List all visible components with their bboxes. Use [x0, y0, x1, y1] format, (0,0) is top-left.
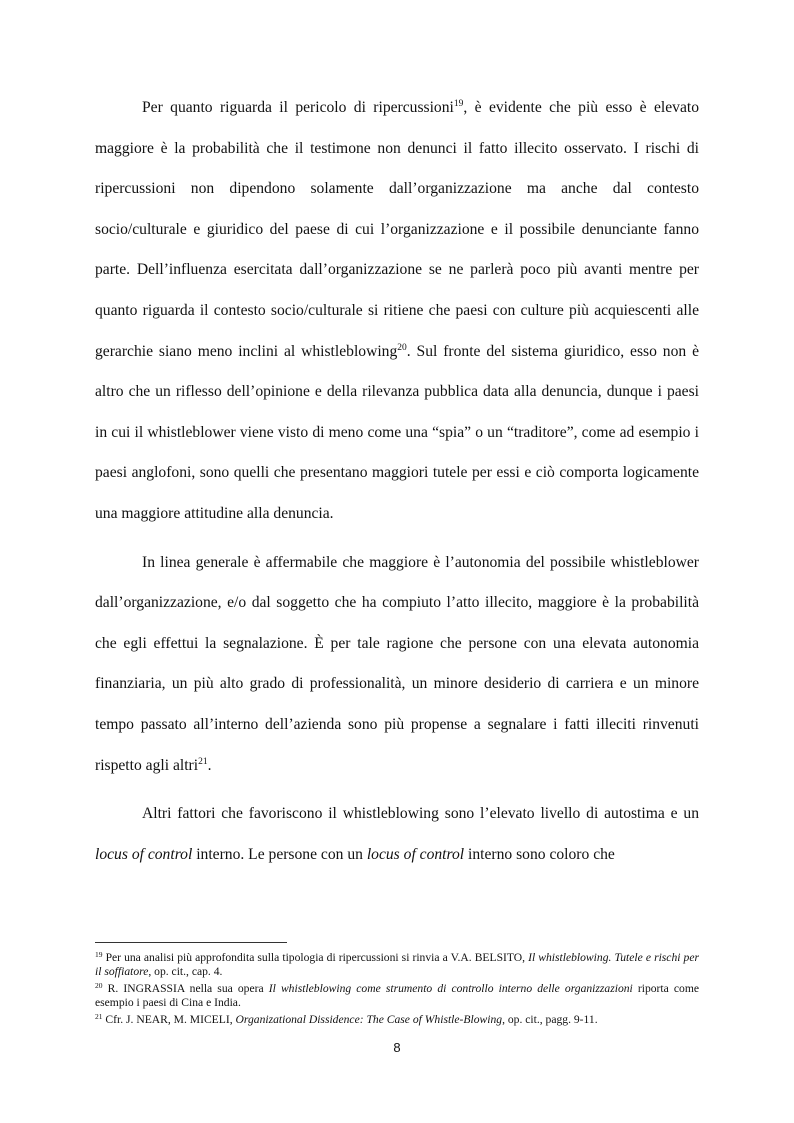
footnote-separator — [95, 942, 287, 943]
italic-term: locus of control — [366, 845, 465, 863]
paragraph-1: Per quanto riguarda il pericolo di ripercussioni$^{19}$, è evidente che più esso è elevato maggiore è la probabilità che il testimone non denunci il fatto illecito osservato. I rischi di ripercussioni non dipendono solamente dall’organizzazione ma anche dal contesto socio/culturale e giuridico del paese di cui l’organizzazione e il possibile denunciante fanno parte. Dell’influenza esercitata dall’organizzazione se ne parlerà poco più avanti mentre per quanto riguarda il contesto socio/culturale si ritiene che paesi con culture più acquiescenti alle gerarchie siano meno inclini al whistleblowing$^{20}$. Sul fronte del sistema giuridico, esso non è altro che un riflesso dell’opinione e della rilevanza pubblica data alla denuncia, dunque i paesi in cui il whistleblower viene visto di meno come una “spia” o un “traditore”, come ad esempio i paesi anglofoni, sono quelli che presentano maggiori tutele per essi e ciò comporta logicamente una maggiore attitudine alla denuncia. — [95, 99, 699, 522]
paragraph-2: In linea generale è affermabile che maggiore è l’autonomia del possibile whistleblower dall’organizzazione, e/o dal soggetto che ha compiuto l’atto illecito, maggiore è la probabilità che egli effettui la segnalazione. È per tale ragione che persone con una elevata autonomia finanziaria, un più alto grado di professionalità, un minore desiderio di carriera e un minore tempo passato all’interno dell’azienda sono più propense a segnalare i fatti illeciti rinvenuti rispetto agli altri$^{21}$. — [95, 553, 699, 774]
page-number: 8 — [393, 1040, 401, 1055]
footnote-20: $^{20}$ R. INGRASSIA nella sua opera Il whistleblowing come strumento di controllo interno delle organizzazioni riporta come esempio i paesi di Cina e India. — [95, 980, 700, 1010]
footnote-ref-19[interactable]: 19 — [453, 99, 464, 109]
paragraph-3: Altri fattori che favoriscono il whistleblowing sono l’elevato livello di autostima e un locus of control interno. Le persone con un locus of control interno sono coloro che — [95, 805, 699, 863]
footnote-ref-20[interactable]: 20 — [397, 342, 407, 353]
footnotes — [95, 951, 699, 1029]
footnote-ref-21[interactable]: 21 — [198, 756, 208, 767]
footnote-21: $^{21}$ Cfr. J. NEAR, M. MICELI, Organizational Dissidence: The Case of Whistle-Blowing, op. cit., pagg. 9-11. — [95, 1011, 598, 1026]
main-text — [95, 88, 699, 875]
italic-term: locus of control — [95, 845, 193, 863]
footnote-19: $^{19}$ Per una analisi più approfondita sulla tipologia di ripercussioni si rinvia a V.A. BELSITO, Il whistleblowing. Tutele e rischi per il soffiatore, op. cit., cap. 4. — [95, 950, 699, 979]
